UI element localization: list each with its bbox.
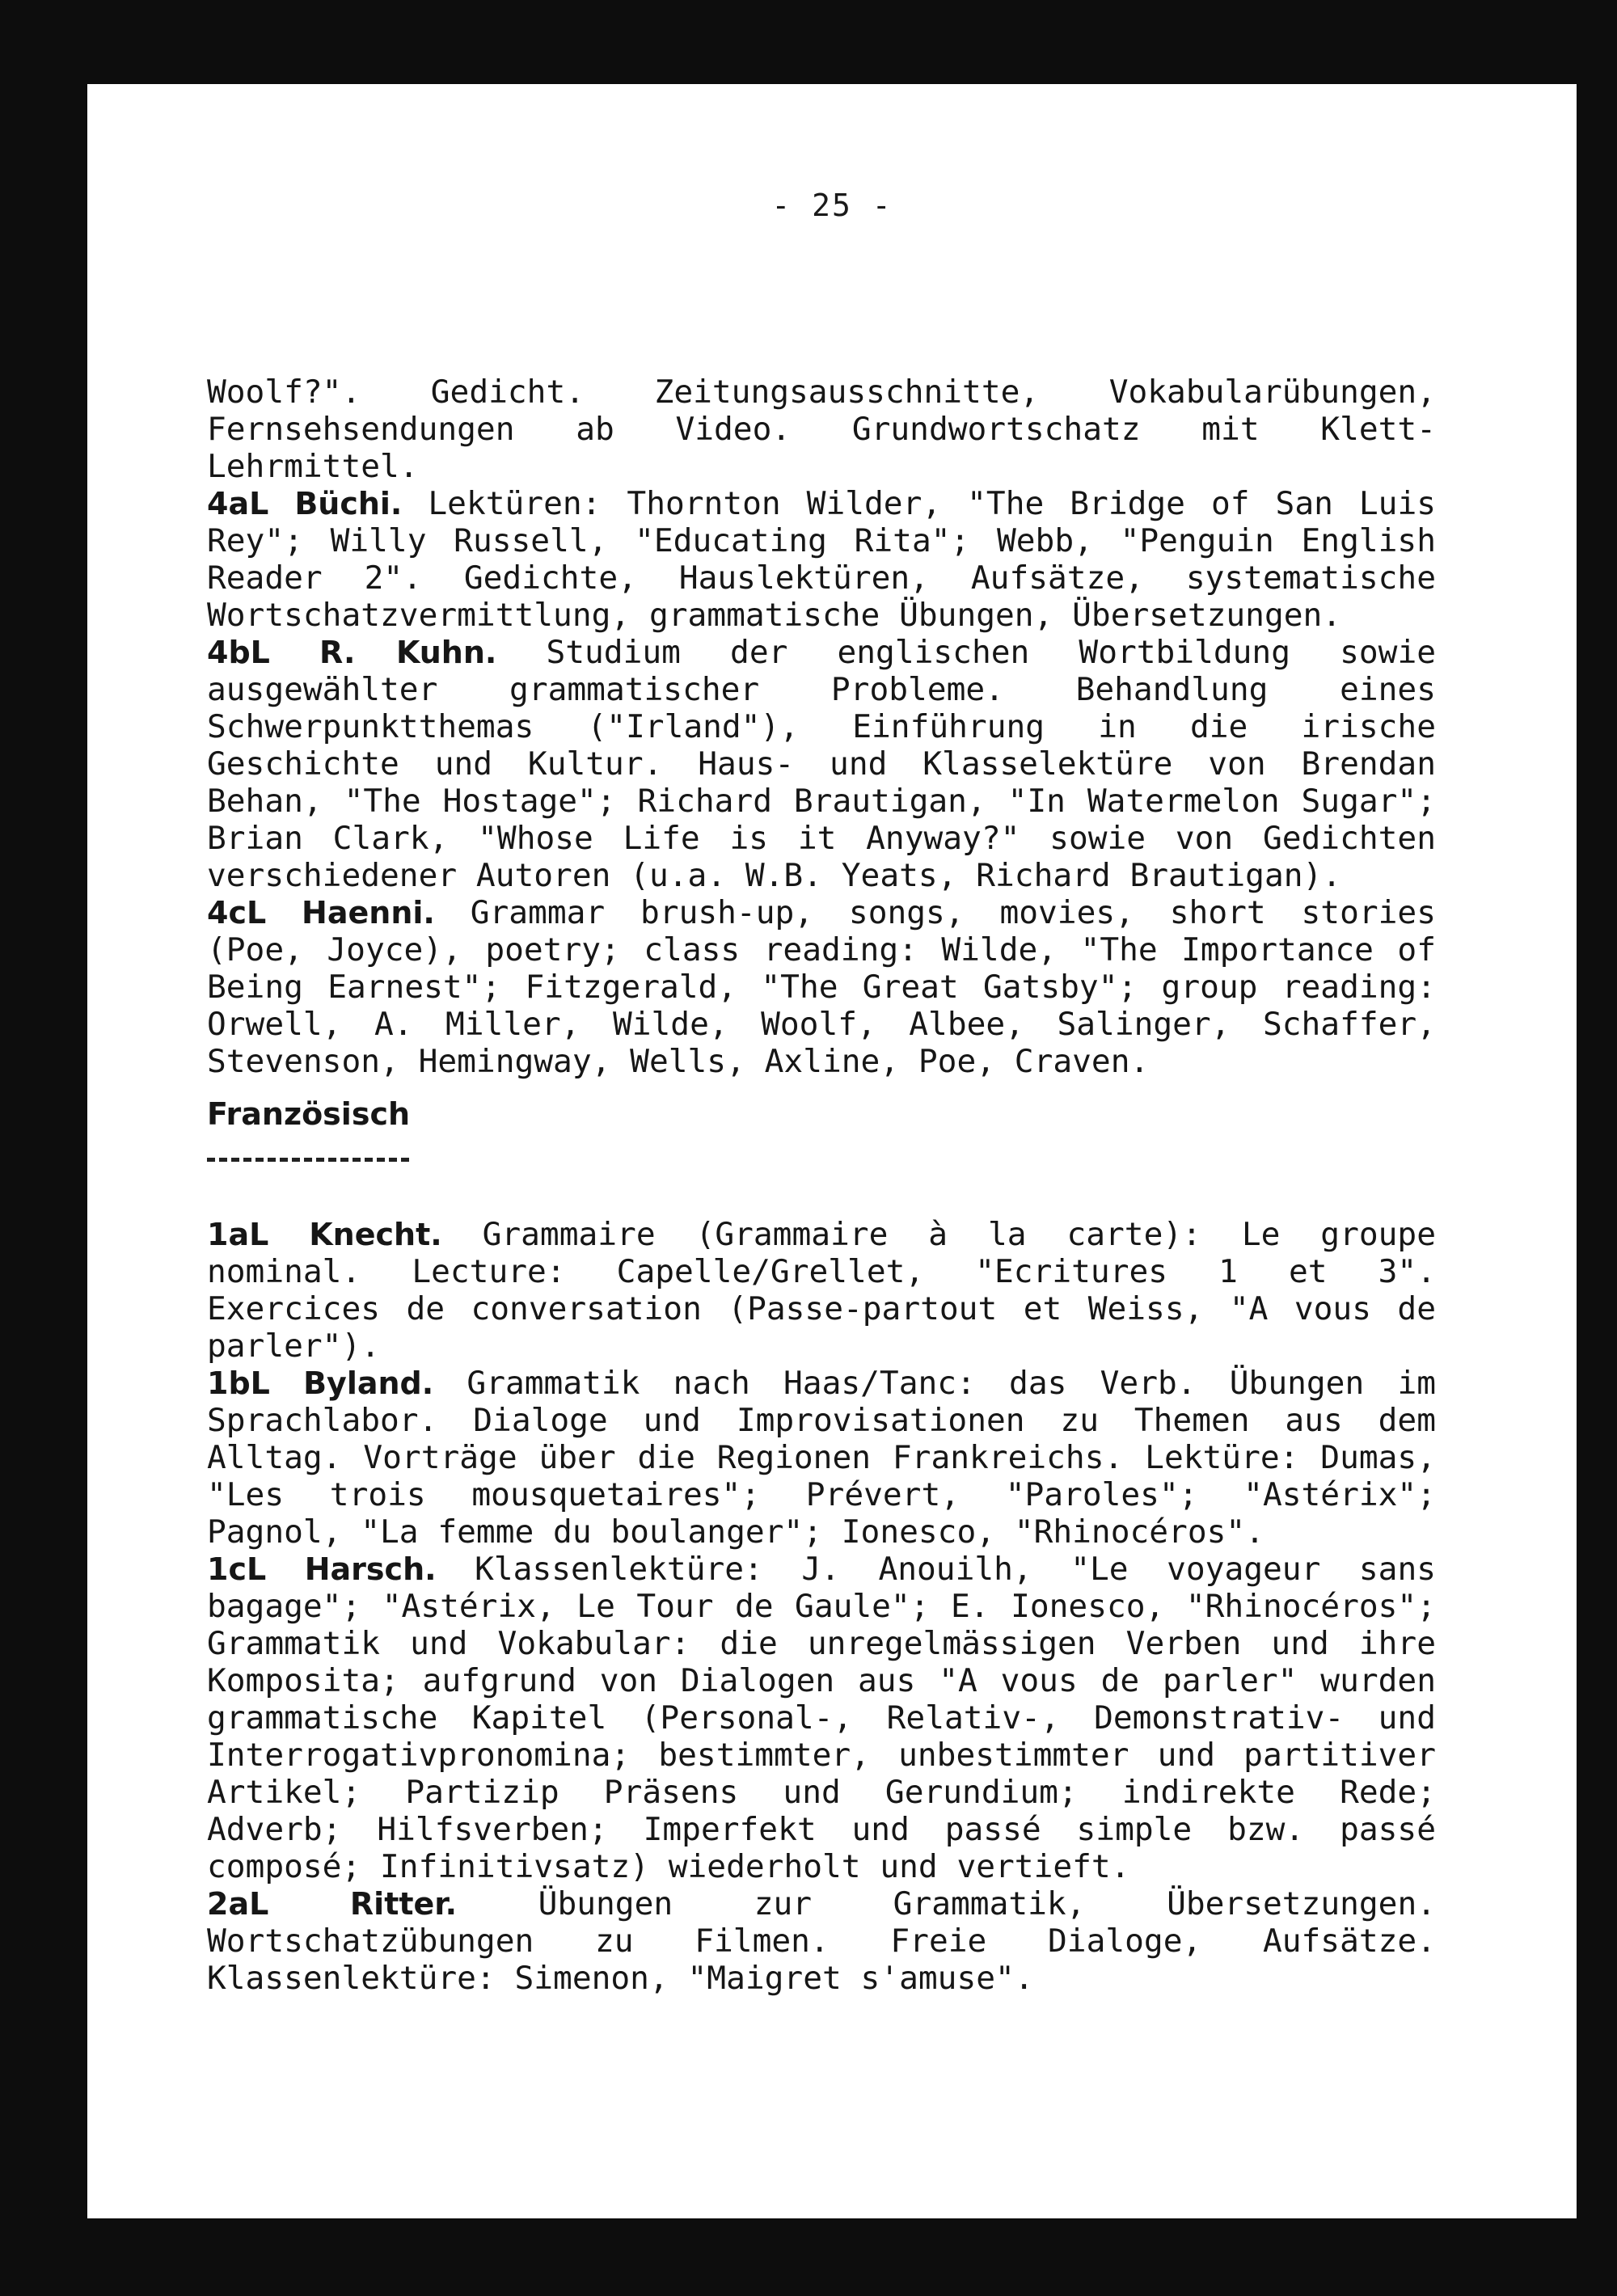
english-section-body	[207, 374, 1436, 1080]
entry-1aL	[207, 1216, 1436, 1365]
continuation-paragraph: Woolf?". Gedicht. Zeitungsausschnitte, Vokabularübungen, Fernsehsendungen ab Video. Grundwortschatz mit Klett-Lehrmittel.	[207, 374, 1436, 485]
entry-4aL	[207, 485, 1436, 634]
class-code: 2aL	[207, 1886, 269, 1922]
entry-text: Übungen zur Grammatik, Übersetzungen. Wortschatzübungen zu Filmen. Freie Dialoge, Aufsätze. Klassenlektüre: Simenon, "Maigret s'amuse".	[207, 1885, 1437, 1997]
entry-text: Klassenlektüre: J. Anouilh, "Le voyageur sans bagage"; "Astérix, Le Tour de Gaule"; E. Ionesco, "Rhinocéros"; Grammatik und Vokabular: die unregelmässigen Verben und ihre Komposita; aufgrund von Dialogen aus "A vous de parler" wurden grammatische Kapitel (Personal-, Relativ-, Demonstrativ- und Interrogativpronomina; bestimmter, unbestimmter und partitiver Artikel; Partizip Präsens und Gerundium; indirekte Rede; Adverb; Hilfsverben; Imperfekt und passé simple bzw. passé composé; Infinitivsatz) wiederholt und vertieft.	[207, 1551, 1437, 1885]
french-section-body	[207, 1216, 1436, 1997]
teacher-name: Büchi.	[294, 486, 403, 521]
teacher-name: Byland.	[303, 1365, 434, 1401]
teacher-name: Ritter.	[349, 1886, 458, 1922]
document-page	[87, 84, 1577, 2218]
class-code: 4aL	[207, 486, 269, 521]
entry-text: Studium der englischen Wortbildung sowie ausgewählter grammatischer Probleme. Behandlung eines Schwerpunktthemas ("Irland"), Einführung in die irische Geschichte und Kultur. Haus- und Klasselektüre von Brendan Behan, "The Hostage"; Richard Brautigan, "In Watermelon Sugar"; Brian Clark, "Whose Life is it Anyway?" sowie von Gedichten verschiedener Autoren (u.a. W.B. Yeats, Richard Brautigan).	[207, 634, 1437, 894]
entry-text: Grammar brush-up, songs, movies, short stories (Poe, Joyce), poetry; class reading: Wilde, "The Importance of Being Earnest"; Fitzgerald, "The Great Gatsby"; group reading: Orwell, A. Miller, Wilde, Woolf, Albee, Salinger, Schaffer, Stevenson, Hemingway, Wells, Axline, Poe, Craven.	[207, 894, 1436, 1080]
class-code: 4bL	[207, 635, 270, 670]
entry-text: Grammatik nach Haas/Tanc: das Verb. Übungen im Sprachlabor. Dialoge und Improvisationen zu Themen aus dem Alltag. Vorträge über die Regionen Frankreichs. Lektüre: Dumas, "Les trois mousquetaires"; Prévert, "Paroles"; "Astérix"; Pagnol, "La femme du boulanger"; Ionesco, "Rhinocéros".	[207, 1365, 1437, 1551]
entry-1bL	[207, 1365, 1436, 1551]
entry-text: Grammaire (Grammaire à la carte): Le groupe nominal. Lecture: Capelle/Grellet, "Ecritures 1 et 3". Exercices de conversation (Passe-partout et Weiss, "A vous de parler").	[207, 1216, 1436, 1365]
teacher-name: R. Kuhn.	[319, 635, 497, 670]
heading-underline	[207, 1158, 409, 1162]
class-code: 1bL	[207, 1365, 270, 1401]
page-number: - 25 -	[771, 188, 893, 223]
class-code: 1cL	[207, 1551, 267, 1587]
teacher-name: Harsch.	[304, 1551, 437, 1587]
class-code: 1aL	[207, 1217, 269, 1252]
entry-4bL	[207, 634, 1436, 894]
entry-4cL	[207, 894, 1436, 1080]
entry-2aL	[207, 1885, 1436, 1997]
entry-text: Lektüren: Thornton Wilder, "The Bridge of San Luis Rey"; Willy Russell, "Educating Rita"; Webb, "Penguin English Reader 2". Gedichte, Hauslektüren, Aufsätze, systematische Wortschatzvermittlung, grammatische Übungen, Übersetzungen.	[207, 485, 1437, 634]
entry-1cL	[207, 1551, 1436, 1885]
section-heading-french: Französisch	[207, 1096, 411, 1132]
teacher-name: Knecht.	[309, 1217, 442, 1252]
class-code: 4cL	[207, 895, 267, 931]
teacher-name: Haenni.	[302, 895, 435, 931]
